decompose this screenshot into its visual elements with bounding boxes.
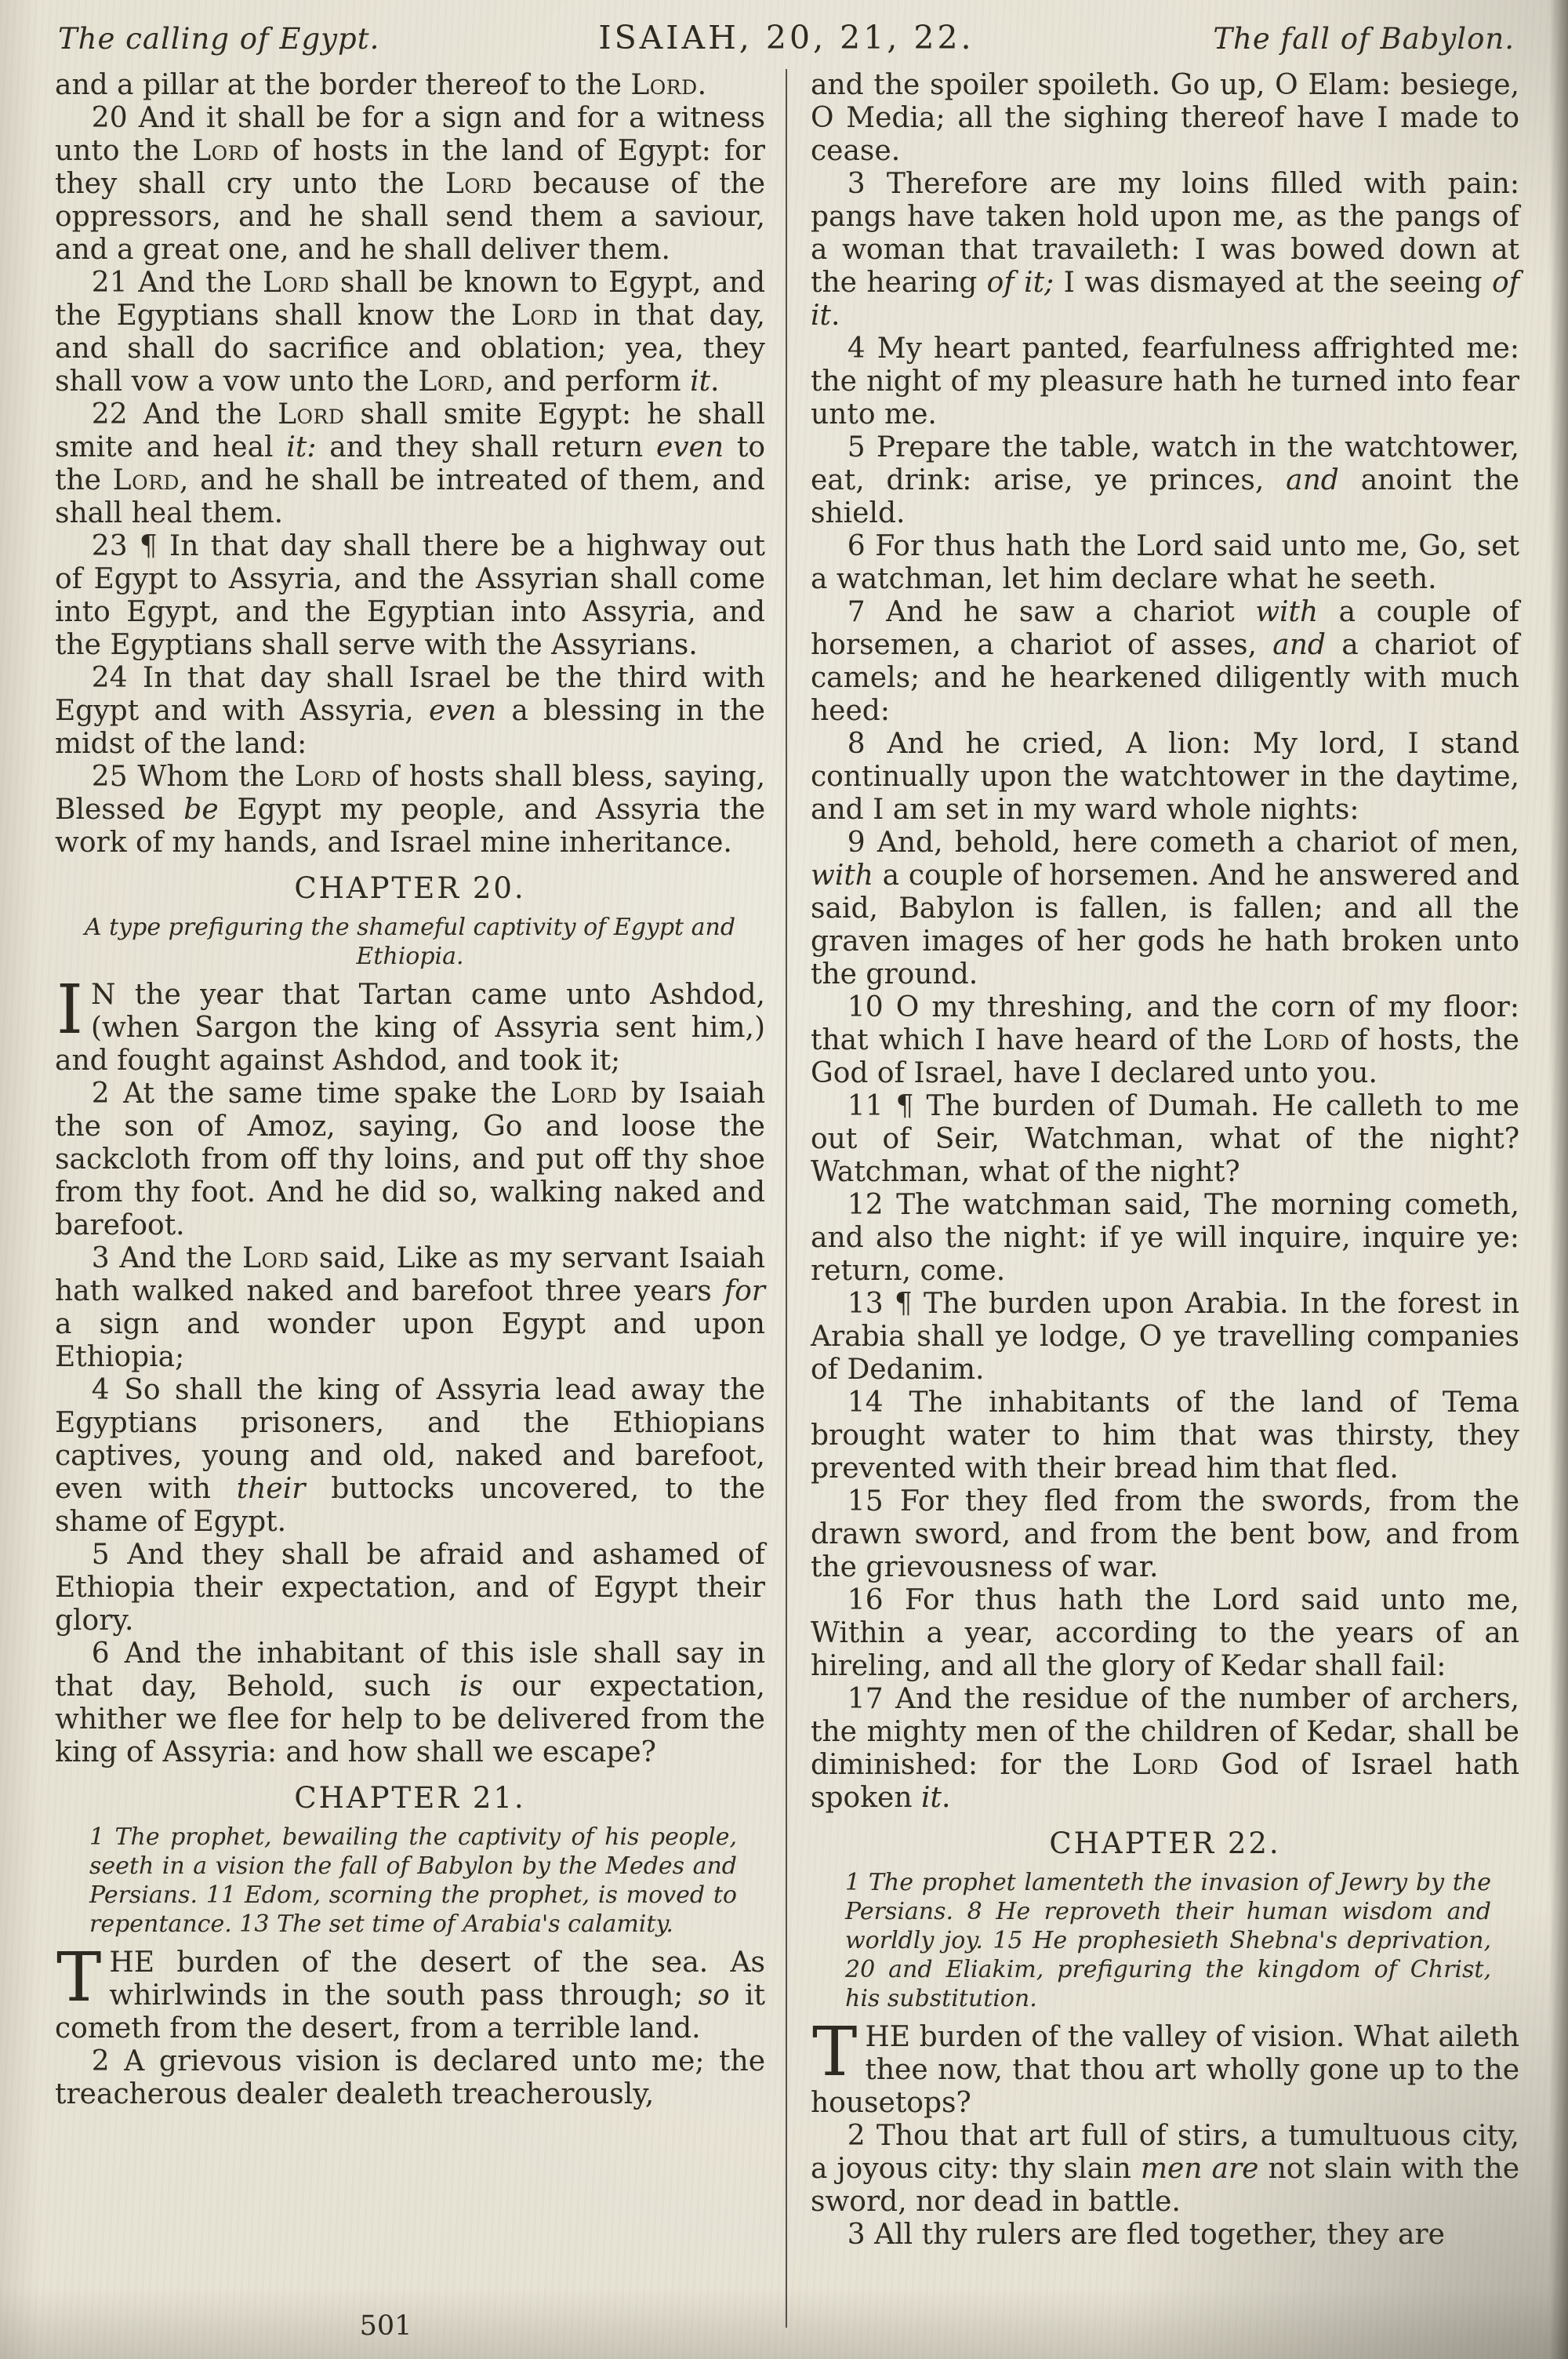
italic-word: it	[690, 365, 711, 398]
verse-paragraph: 23 ¶ In that day shall there be a highway out of Egypt to Assyria, and the Assyrian shall come into Egypt, and the Egyptian into Assyria, and the Egyptians shall serve with the Assyrians.	[55, 530, 765, 661]
small-caps-word: Lord	[294, 761, 362, 793]
verse-paragraph: 5 And they shall be afraid and ashamed of Ethiopia their expectation, and of Egypt their glory.	[55, 1539, 765, 1637]
italic-word: for	[724, 1275, 765, 1307]
verse-paragraph: 4 So shall the king of Assyria lead away the Egyptians prisoners, and the Ethiopians captives, young and old, naked and barefoot, even with their buttocks uncovered, to the shame of Egypt.	[55, 1374, 765, 1538]
verse-paragraph: 24 In that day shall Israel be the third with Egypt and with Assyria, even a blessing in the midst of the land:	[55, 662, 765, 760]
italic-word: of it;	[986, 267, 1054, 299]
running-head-right: The fall of Babylon.	[1213, 22, 1515, 56]
italic-word: it	[920, 1782, 942, 1814]
small-caps-word: Lord	[192, 135, 260, 167]
chapter-summary: A type prefiguring the shameful captivity of Egypt and Ethiopia.	[84, 914, 736, 970]
verse-paragraph: 2 At the same time spake the Lord by Isaiah the son of Amoz, saying, Go and loose the sackcloth from off thy loins, and put off thy shoe from thy foot. And he did so, walking naked and barefoot.	[55, 1078, 766, 1241]
verse-paragraph: THE burden of the desert of the sea. As whirlwinds in the south pass through; so it cometh from the desert, from a terrible land.	[55, 1939, 765, 2045]
chapter-summary: 1 The prophet lamenteth the invasion of Jewry by the Persians. 8 He reproveth their human wisdom and worldly joy. 15 He prophesieth Shebna's deprivation, 20 and Eliakim, prefiguring the kingdom of Christ, his substitution.	[845, 1869, 1491, 2012]
italic-word: and	[1272, 629, 1326, 661]
verse-paragraph: 17 And the residue of the number of archers, the mighty men of the children of Kedar, shall be diminished: for the Lord God of Israel hath spoken it.	[811, 1683, 1519, 1814]
column-right	[787, 69, 1519, 2328]
small-caps-word: Lord	[262, 267, 330, 299]
drop-cap: T	[812, 2013, 858, 2092]
verse-paragraph: 3 And the Lord said, Like as my servant Isaiah hath walked naked and barefoot three years for a sign and wonder upon Egypt and upon Ethiopia;	[55, 1242, 766, 1373]
chapter-heading: CHAPTER 22.	[1049, 1826, 1281, 1860]
verse-paragraph: 15 For they fled from the swords, from the drawn sword, and from the bent bow, and from the grievousness of war.	[811, 1485, 1519, 1583]
chapter-heading: CHAPTER 21.	[294, 1781, 526, 1815]
verse-paragraph: 12 The watchman said, The morning cometh, and also the night: if ye will inquire, inquire ye: return, come.	[811, 1189, 1519, 1287]
small-caps-word: Lord	[1131, 1749, 1200, 1781]
page-number: 501	[359, 2310, 412, 2342]
verse-paragraph: 3 Therefore are my loins filled with pain: pangs have taken hold upon me, as the pangs of a woman that travaileth: I was bowed down at the hearing of it; I was dismayed at the seeing of it.	[811, 168, 1519, 332]
verse-paragraph: 10 O my threshing, and the corn of my floor: that which I have heard of the Lord of hosts, the God of Israel, have I declared unto you.	[811, 991, 1519, 1089]
italic-word: with	[811, 860, 873, 892]
verse-paragraph: 7 And he saw a chariot with a couple of horsemen, a chariot of asses, and a chariot of camels; and he hearkened diligently with much heed:	[811, 596, 1519, 727]
italic-word: is	[459, 1670, 483, 1703]
italic-word: their	[236, 1473, 306, 1505]
verse-paragraph: THE burden of the valley of vision. What aileth thee now, that thou art wholly gone up to the housetops?	[811, 2013, 1519, 2119]
small-caps-word: Lord	[550, 1078, 618, 1110]
italic-word: even	[428, 695, 497, 727]
verse-paragraph: 2 A grievous vision is declared unto me; the treacherous dealer dealeth treacherously,	[55, 2045, 765, 2110]
italic-word: with	[1255, 596, 1319, 628]
small-caps-word: Lord	[510, 300, 579, 332]
verse-paragraph: 11 ¶ The burden of Dumah. He calleth to me out of Seir, Watchman, what of the night? Watchman, what of the night?	[811, 1090, 1519, 1188]
verse-paragraph: 9 And, behold, here cometh a chariot of men, with a couple of horsemen. And he answered and said, Babylon is fallen, is fallen; and all the graven images of her gods he hath broken unto the ground.	[811, 827, 1519, 990]
italic-word: men are	[1140, 2153, 1259, 2185]
running-header	[55, 13, 1519, 69]
small-caps-word: Lord	[112, 464, 180, 496]
drop-cap: T	[56, 1939, 102, 2017]
verse-paragraph: 6 For thus hath the Lord said unto me, Go, set a watchman, let him declare what he seeth.	[811, 530, 1519, 595]
italic-word: and	[1286, 464, 1339, 496]
chapter-summary: 1 The prophet, bewailing the captivity of his people, seeth in a vision the fall of Babylon by the Medes and Persians. 11 Edom, scorning the prophet, is moved to repentance. 13 The set time of Arabia's calamity.	[89, 1823, 737, 1938]
verse-paragraph: 8 And he cried, A lion: My lord, I stand continually upon the watchtower in the daytime, and I am set in my ward whole nights:	[811, 728, 1519, 826]
verse-paragraph: 6 And the inhabitant of this isle shall say in that day, Behold, such is our expectation, whither we flee for help to be delivered from the king of Assyria: and how shall we escape?	[55, 1637, 765, 1768]
column-left	[55, 69, 787, 2328]
verse-paragraph: 20 And it shall be for a sign and for a witness unto the Lord of hosts in the land of Egypt: for they shall cry unto the Lord because of the oppressors, and he shall send them a saviour, and a great one, and he shall deliver them.	[55, 102, 765, 266]
small-caps-word: Lord	[278, 398, 345, 431]
small-caps-word: Lord	[241, 1242, 310, 1274]
verse-paragraph: 16 For thus hath the Lord said unto me, Within a year, according to the years of an hireling, and all the glory of Kedar shall fail:	[811, 1584, 1519, 1682]
italic-word: even	[655, 431, 724, 463]
verse-paragraph: 13 ¶ The burden upon Arabia. In the forest in Arabia shall ye lodge, O ye travelling companies of Dedanim.	[811, 1288, 1519, 1386]
verse-paragraph: 4 My heart panted, fearfulness affrighted me: the night of my pleasure hath he turned into fear unto me.	[811, 333, 1519, 431]
chapter-heading: CHAPTER 20.	[294, 871, 526, 905]
small-caps-word: Lord	[1262, 1024, 1330, 1056]
verse-paragraph: 5 Prepare the table, watch in the watchtower, eat, drink: arise, ye princes, and anoint the shield.	[811, 431, 1519, 529]
italic-word: it:	[286, 431, 317, 463]
small-caps-word: Lord	[445, 168, 513, 200]
small-caps-word: Lord	[630, 69, 698, 101]
italic-word: so	[698, 1979, 730, 2012]
small-caps-word: Lord	[418, 365, 485, 398]
verse-paragraph: 14 The inhabitants of the land of Tema brought water to him that was thirsty, they prevented with their bread him that fled.	[811, 1387, 1519, 1485]
drop-cap: I	[56, 971, 83, 1049]
verse-paragraph: 22 And the Lord shall smite Egypt: he shall smite and heal it: and they shall return even to the Lord, and he shall be intreated of them, and shall heal them.	[55, 398, 765, 529]
page-title: ISAIAH, 20, 21, 22.	[598, 19, 975, 56]
verse-paragraph: 25 Whom the Lord of hosts shall bless, saying, Blessed be Egypt my people, and Assyria the work of my hands, and Israel mine inheritance.	[55, 761, 766, 859]
verse-paragraph: and the spoiler spoileth. Go up, O Elam: besiege, O Media; all the sighing thereof have I made to cease.	[811, 69, 1519, 167]
italic-word: be	[183, 794, 219, 826]
italic-word: of it	[811, 267, 1519, 332]
text-columns	[55, 69, 1519, 2328]
verse-paragraph: 2 Thou that art full of stirs, a tumultuous city, a joyous city: thy slain men are not slain with the sword, nor dead in battle.	[811, 2120, 1520, 2218]
verse-paragraph: 3 All thy rulers are fled together, they are	[847, 2219, 1445, 2251]
verse-paragraph: 21 And the Lord shall be known to Egypt, and the Egyptians shall know the Lord in that day, and shall do sacrifice and oblation; yea, they shall vow a vow unto the Lord, and perform it.	[55, 267, 765, 398]
verse-paragraph: and a pillar at the border thereof to the Lord.	[55, 69, 707, 101]
verse-paragraph: I N the year that Tartan came unto Ashdod, (when Sargon the king of Assyria sent him,) and fought against Ashdod, and took it;	[55, 971, 765, 1077]
running-head-left: The calling of Egypt.	[58, 22, 380, 56]
